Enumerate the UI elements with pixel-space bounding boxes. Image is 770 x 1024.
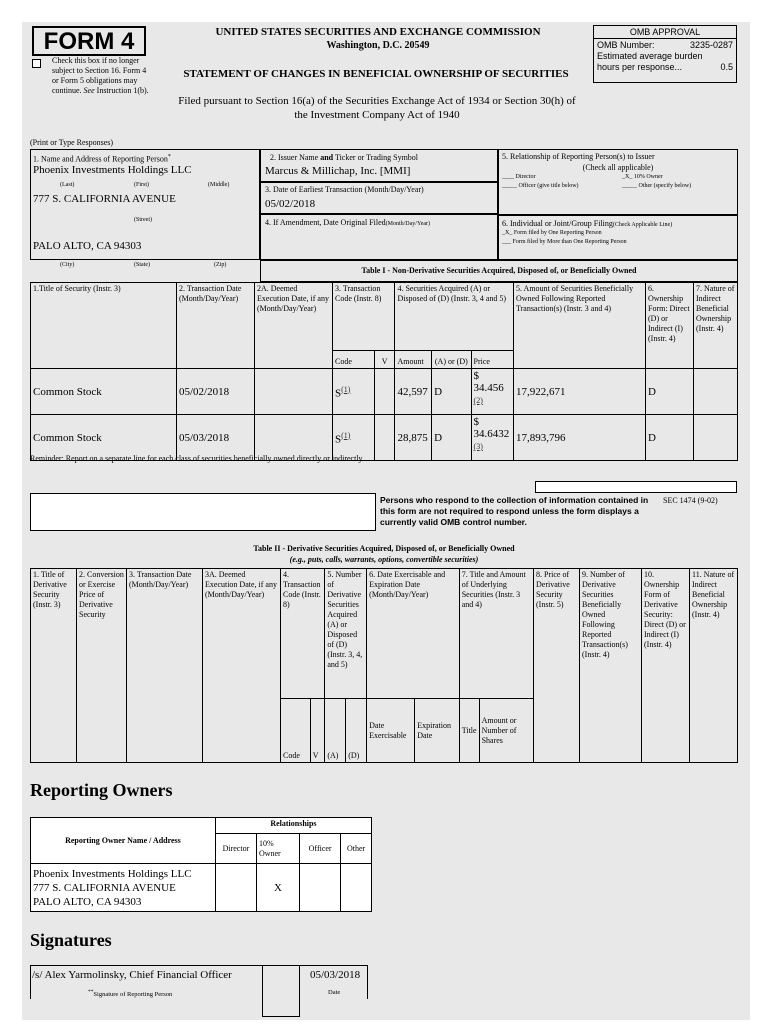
t1-r1-code-footnote[interactable]: (1) [341, 384, 351, 394]
t2-h2: 2. Conversion or Exercise Price of Derivative Security [77, 569, 127, 763]
owners-table [30, 817, 372, 912]
t1-sub-aord: (A) or (D) [432, 351, 471, 369]
t1-r1-form: D [646, 369, 694, 415]
filed-pursuant [142, 94, 612, 122]
issuer-name: Marcus & Millichap, Inc. [MMI] [265, 165, 411, 177]
t1-r1-owned: 17,922,671 [514, 369, 646, 415]
ten-pct-option [622, 174, 663, 180]
t2-sub-v: V [310, 699, 325, 763]
t1-h5: 5. Amount of Securities Beneficially Owned Following Reported Transaction(s) (Instr. 3 and 4) [514, 283, 646, 369]
statement-title: STATEMENT OF CHANGES IN BENEFICIAL OWNERSHIP OF SECURITIES [183, 68, 569, 80]
print-type: (Print or Type Responses) [30, 138, 114, 147]
zip-label: (Zip) [214, 262, 227, 268]
t1-r2-v [374, 415, 395, 461]
amendment-label-text: 4. If Amendment, Date Original Filed [265, 218, 386, 227]
reminder-input-box [535, 481, 737, 493]
t1-sub-price: Price [471, 351, 513, 369]
table2 [30, 568, 738, 763]
last-label: (Last) [60, 182, 75, 188]
filed-pursuant-line2: the Investment Company Act of 1940 [294, 109, 460, 121]
owner-ten-pct-value: X [256, 864, 299, 912]
t1-r1-code: S [335, 387, 342, 400]
signatures-heading: Signatures [30, 930, 112, 950]
street-value: 777 S. CALIFORNIA AVENUE [33, 193, 176, 205]
t2-h11: 11. Nature of Indirect Beneficial Ownership (Instr. 4) [690, 569, 738, 763]
amendment-label-small: (Month/Day/Year) [385, 221, 431, 227]
t1-r1-code-cell [333, 369, 375, 415]
t2-sub-code: Code [281, 699, 311, 763]
t1-r1-amount: 42,597 [395, 369, 432, 415]
officer-option [502, 183, 579, 189]
t1-r1-price-footnote[interactable]: (2) [473, 396, 483, 405]
filing-option2: ___ Form filed by More than One Reporting Person [502, 239, 627, 245]
date-label: Date [328, 989, 341, 996]
section1-star: * [167, 154, 171, 160]
owner-name-line3: PALO ALTO, CA 94303 [33, 895, 142, 908]
reminder-text: Reminder: Report on a separate line for each class of securities beneficially owned directly or indirectly. [30, 454, 365, 463]
form-page [22, 22, 750, 1020]
city-value: PALO ALTO, CA 94303 [33, 240, 142, 252]
t2-sub-a: (A) [325, 699, 346, 763]
omb-number-label: OMB Number: [597, 40, 655, 50]
t1-sub-code: Code [333, 351, 375, 369]
t1-h3: 3. Transaction Code (Instr. 8) [333, 283, 395, 351]
owner-other-value [341, 864, 372, 912]
t1-h7: 7. Nature of Indirect Beneficial Ownership (Instr. 4) [694, 283, 738, 369]
other-option [622, 183, 691, 189]
table-row [31, 369, 738, 415]
t2-h1: 1. Title of Derivative Security (Instr. 3) [31, 569, 77, 763]
check-box-see: See [83, 86, 95, 95]
signature-label-text: Signature of Reporting Person [93, 991, 173, 999]
omb-hours: 0.5 [720, 62, 733, 72]
reporting-owners-heading: Reporting Owners [30, 780, 173, 800]
state-label: (State) [134, 262, 150, 268]
t2-h10: 10. Ownership Form of Derivative Security: Direct (D) or Indirect (I) (Instr. 4) [642, 569, 690, 763]
t1-r2-aord: D [432, 415, 471, 461]
t2-h4: 4. Transaction Code (Instr. 8) [281, 569, 325, 699]
t1-r1-price: 34.456 [473, 382, 504, 394]
t2-h5: 5. Number of Derivative Securities Acquired (A) or Disposed of (D) (Instr. 3, 4, and 5) [325, 569, 367, 699]
t1-r1-v [374, 369, 395, 415]
owner-officer-value [300, 864, 341, 912]
earliest-date-label: 3. Date of Earliest Transaction (Month/Day/Year) [265, 185, 424, 194]
no-longer-subject-checkbox[interactable] [32, 59, 41, 68]
t1-h1: 1.Title of Security (Instr. 3) [31, 283, 177, 369]
t2-h8: 8. Price of Derivative Security (Instr. 5) [534, 569, 580, 763]
persons-respond: Persons who respond to the collection of information contained in this form are not required to respond unless the form displays a currently valid OMB control number. [380, 495, 649, 527]
issuer-label-a: 2. Issuer Name [270, 153, 321, 162]
issuer-label-and: and [320, 153, 334, 162]
other-text: Other (specify below) [638, 183, 692, 189]
t2-h3a: 3A. Deemed Execution Date, if any (Month/Day/Year) [203, 569, 281, 763]
t1-r1-nature [694, 369, 738, 415]
omb-approval-box [593, 25, 737, 83]
table-row [31, 864, 372, 912]
check-box-instruction [52, 56, 152, 96]
check-box-instruction-ref: Instruction 1(b). [96, 86, 149, 95]
table2-title: Table II - Derivative Securities Acquired, Disposed of, or Beneficially Owned [253, 544, 515, 553]
owner-name-cell [31, 864, 216, 912]
issuer-label [270, 153, 418, 163]
t1-r1-deemed [255, 369, 333, 415]
t1-r1-title: Common Stock [31, 369, 177, 415]
t1-r2-price-footnote[interactable]: (3) [473, 442, 483, 451]
section1-label [33, 152, 171, 165]
check-box-text: Check this box if no longer subject to Section 16. Form 4 or Form 5 obligations may continue. [52, 56, 147, 95]
t1-r2-price-cell [471, 415, 513, 461]
t1-r1-price-sym: $ [473, 370, 480, 382]
signature-spacer [262, 965, 300, 1017]
signature-date: 05/03/2018 [310, 969, 361, 981]
form-title: FORM 4 [32, 26, 146, 56]
owners-officer: Officer [300, 834, 341, 864]
omb-hours-label: hours per response... [597, 62, 683, 72]
middle-label: (Middle) [208, 182, 230, 188]
t2-h7: 7. Title and Amount of Underlying Securities (Instr. 3 and 4) [459, 569, 533, 699]
street-label: (Street) [134, 217, 152, 223]
t2-sub-exp: Expiration Date [415, 699, 460, 763]
t1-r2-owned: 17,893,796 [514, 415, 646, 461]
owner-director-value [215, 864, 256, 912]
t1-r2-date: 05/03/2018 [177, 415, 255, 461]
amendment-label [265, 218, 430, 229]
t1-r2-code: S [335, 433, 342, 446]
officer-text: Officer (give title below) [518, 183, 579, 189]
check-all-applicable: (Check all applicable) [582, 163, 654, 172]
t2-h6: 6. Date Exercisable and Expiration Date (Month/Day/Year) [367, 569, 460, 699]
signature-label [88, 989, 172, 998]
earliest-date: 05/02/2018 [265, 198, 316, 210]
group-filing-label-small: (Check Applicable Line) [612, 222, 673, 228]
director-text: Director [515, 174, 536, 180]
filed-pursuant-line1: Filed pursuant to Section 16(a) of the Securities Exchange Act of 1934 or Section 30(h) of [178, 95, 576, 107]
t2-sub-date-ex: Date Exercisable [367, 699, 415, 763]
t1-r2-title: Common Stock [31, 415, 177, 461]
t1-h2a: 2A. Deemed Execution Date, if any (Month/Day/Year) [255, 283, 333, 369]
commission-city: Washington, D.C. 20549 [326, 40, 430, 51]
t1-r2-price-sym: $ [473, 416, 480, 428]
t1-r1-price-cell [471, 369, 513, 415]
t1-sub-v: V [374, 351, 395, 369]
table2-subtitle: (e.g., puts, calls, warrants, options, convertible securities) [289, 555, 479, 564]
t1-r2-price: 34.6432 [473, 428, 510, 440]
t2-sub-d: (D) [346, 699, 367, 763]
officer-blank: _____ [502, 183, 517, 189]
commission-name: UNITED STATES SECURITIES AND EXCHANGE COMMISSION [215, 26, 541, 38]
t1-r2-amount: 28,875 [395, 415, 432, 461]
t1-r2-code-footnote[interactable]: (1) [341, 430, 351, 440]
reporting-person-name: Phoenix Investments Holdings LLC [33, 164, 192, 176]
owners-other: Other [341, 834, 372, 864]
other-blank: _____ [622, 183, 637, 189]
owner-name-line2: 777 S. CALIFORNIA AVENUE [33, 881, 176, 894]
omb-number: 3235-0287 [689, 40, 733, 50]
table1 [30, 282, 738, 461]
signature-mark: ** [88, 989, 94, 995]
section1-label-text: 1. Name and Address of Reporting Person [33, 154, 168, 164]
t1-r2-nature [694, 415, 738, 461]
owner-name-line1: Phoenix Investments Holdings LLC [33, 867, 192, 880]
city-label: (City) [60, 262, 75, 268]
relationship-label: 5. Relationship of Reporting Person(s) to Issuer [502, 152, 655, 161]
filing-option1: _X_ Form filed by One Reporting Person [502, 230, 602, 236]
signer-name: /s/ Alex Yarmolinsky, Chief Financial Officer [32, 969, 232, 981]
table1-title: Table I - Non-Derivative Securities Acquired, Disposed of, or Beneficially Owned [361, 266, 637, 275]
t2-h9: 9. Number of Derivative Securities Beneficially Owned Following Reported Transaction(s) (Instr. 4) [580, 569, 642, 763]
t1-r1-aord: D [432, 369, 471, 415]
t2-sub-amount: Amount or Number of Shares [479, 699, 533, 763]
group-filing-label [502, 219, 672, 230]
director-blank: ____ [502, 174, 514, 180]
sec-number: SEC 1474 (9-02) [663, 496, 718, 505]
t1-sub-amount: Amount [395, 351, 432, 369]
owners-col-name: Reporting Owner Name / Address [31, 818, 216, 864]
t1-r2-form: D [646, 415, 694, 461]
t1-r1-date: 05/02/2018 [177, 369, 255, 415]
omb-title: OMB APPROVAL [594, 26, 736, 39]
t2-h3: 3. Transaction Date (Month/Day/Year) [127, 569, 203, 763]
t1-h6: 6. Ownership Form: Direct (D) or Indirect (I) (Instr. 4) [646, 283, 694, 369]
first-label: (First) [134, 182, 149, 188]
director-option [502, 174, 536, 180]
ten-pct-text: 10% Owner [633, 174, 663, 180]
group-filing-label-text: 6. Individual or Joint/Group Filing [502, 219, 613, 228]
owners-director: Director [215, 834, 256, 864]
ten-pct-blank: _X_ [622, 174, 633, 180]
t1-h2: 2. Transaction Date (Month/Day/Year) [177, 283, 255, 369]
owners-ten-pct: 10% Owner [256, 834, 299, 864]
t1-h4: 4. Securities Acquired (A) or Disposed of (D) (Instr. 3, 4 and 5) [395, 283, 514, 351]
owners-relationships: Relationships [215, 818, 371, 834]
issuer-label-b: Ticker or Trading Symbol [333, 153, 419, 162]
t2-sub-title: Title [459, 699, 479, 763]
omb-burden: Estimated average burden [597, 51, 703, 61]
reminder-box [30, 493, 376, 531]
